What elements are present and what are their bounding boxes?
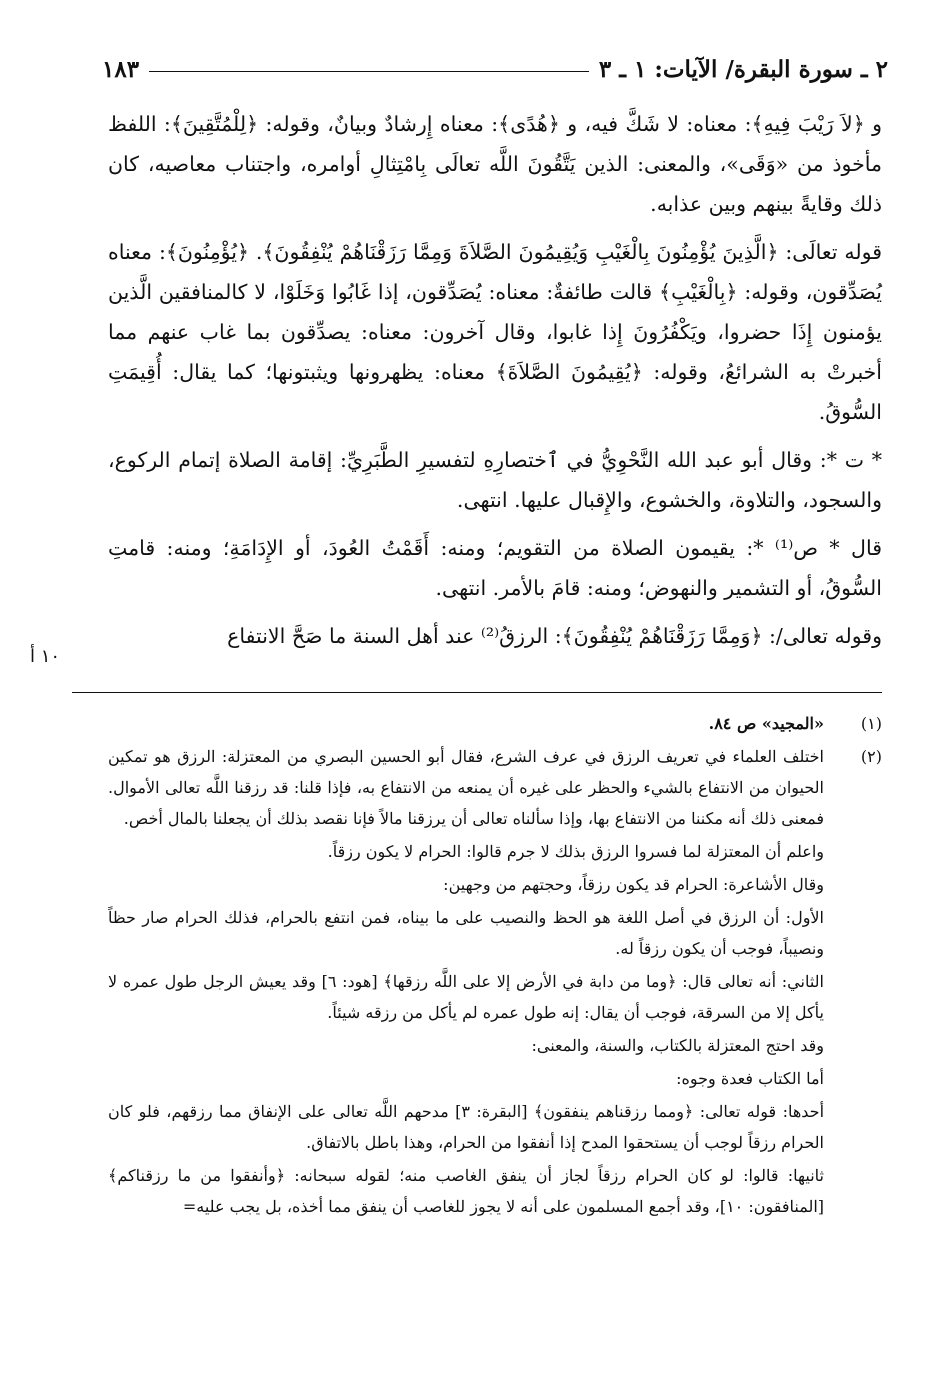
main-text <box>108 104 882 664</box>
footnote-paragraph: الأول: أن الرزق في أصل اللغة هو الحظ والنصيب على ما بيناه، فمن انتفع بالحرام، فذلك الحرام صار حظاً ونصيباً، فوجب أن يكون رزقاً له. <box>108 908 824 958</box>
main-paragraph: قال * ص⁽¹⁾ *: يقيمون الصلاة من التقويم؛ ومنه: أَقَمْتُ العُودَ، أو الإِدَامَةِ؛ ومنه: قامتِ السُّوقُ، أو التشمير والنهوض؛ ومنه: قامَ بالأمر. انتهى. <box>108 536 882 600</box>
footnote-paragraph: وقد احتج المعتزلة بالكتاب، والسنة، والمعنى: <box>531 1036 824 1055</box>
footnote-paragraph: وقال الأشاعرة: الحرام قد يكون رزقاً، وحجتهم من وجهين: <box>443 875 824 894</box>
header-rule <box>149 71 589 72</box>
running-header <box>102 56 888 83</box>
page-number: ١٨٣ <box>102 56 140 83</box>
footnote-paragraph: واعلم أن المعتزلة لما فسروا الرزق بذلك لا جرم قالوا: الحرام لا يكون رزقاً. <box>327 842 824 861</box>
main-paragraph: * ت *: وقال أبو عبد الله النَّحْوِيُّ في ٱختصارِهِ لتفسيرِ الطَّبَرِيِّ: إقامة الصلاة إتمام الركوع، والسجود، والتلاوة، والخشوع، والإِقبال عليها. انتهى. <box>108 448 882 512</box>
manuscript-folio-marker: ١٠ أ <box>30 646 61 667</box>
footnote <box>108 708 882 741</box>
footnote-paragraph: أما الكتاب فعدة وجوه: <box>676 1069 824 1088</box>
main-paragraph: و ﴿لاَ رَيْبَ فِيهِ﴾: معناه: لا شَكَّ فيه، و ﴿هُدًى﴾: معناه إِرشادٌ وبيانٌ، وقوله: ﴿لِلْمُتَّقِينَ﴾: اللفظ مأخوذ من «وَقَى»، والمعنى: الذين يَتَّقُونَ اللَّه تعالَى بِامْتِثالِ أوامره، واجتناب معاصيه، كان ذلك وقايةً بينهم وبين عذابه. <box>108 112 882 216</box>
main-paragraph: وقوله تعالى/: ﴿وَمِمَّا رَزَقْنَاهُمْ يُنْفِقُونَ﴾: الرزقُ⁽²⁾ عند أهل السنة ما صَحَّ الانتفاع <box>227 624 882 648</box>
footnotes <box>108 708 882 1224</box>
footnote-paragraph: اختلف العلماء في تعريف الرزق في عرف الشرع، فقال أبو الحسين البصري من المعتزلة: الرزق هو تمكين الحيوان من الانتفاع بالشيء والحظر على غيره أن يمنعه من الانتفاع به، فإذا قلنا: قد رزقنا اللَّه تعالى الأموال. فمعنى ذلك أنه مكننا من الانتفاع بها، وإذا سألناه تعالى أن يرزقنا مالاً فإنا نقصد بذلك أن يجعلنا بالمال أخص. <box>108 747 824 828</box>
footnote-number: (٢) <box>860 747 882 766</box>
footnote-body <box>108 708 824 741</box>
footnote-paragraph: «المجيد» ص ٨٤. <box>708 714 824 733</box>
footnote-paragraph: أحدها: قوله تعالى: ﴿ومما رزقناهم ينفقون﴾ [البقرة: ٣] مدحهم اللَّه تعالى على الإنفاق مما رزقهم، فلو كان الحرام رزقاً لوجب أن يستحقوا المدح إذا أنفقوا من الحرام، وهذا باطل بالاتفاق. <box>108 1102 825 1152</box>
main-paragraph: قوله تعالَى: ﴿الَّذِينَ يُؤْمِنُونَ بِالْغَيْبِ وَيُقِيمُونَ الصَّلاَةَ وَمِمَّا رَزَقْنَاهُمْ يُنْفِقُونَ﴾. ﴿يُؤْمِنُونَ﴾: معناه يُصَدِّقون، وقوله: ﴿بِالْغَيْبِ﴾ قالت طائفةٌ: معناه: يُصَدِّقون، إذا غَابُوا وَخَلَوْا، لا كالمنافقين الَّذين يؤمنون إِذَا حضروا، ويَكْفُرُونَ إِذا غابوا، وقال آخرون: معناه: يصدِّقون بما غاب عنهم مما أخبرتْ به الشرائعُ، وقوله: ﴿يُقِيمُونَ الصَّلاَةَ﴾ معناه: يظهرونها ويثبتونها؛ كما يقال: أُقِيمَتِ السُّوقُ. <box>108 240 882 424</box>
footnote-separator <box>72 692 882 693</box>
footnote-paragraph: الثاني: أنه تعالى قال: ﴿وما من دابة في الأرض إلا على اللَّه رزقها﴾ [هود: ٦] وقد يعيش الرجل طول عمره لا يأكل إلا من السرقة، فوجب أن يقال: إنه طول عمره لم يأكل من رزقه شيئاً. <box>108 972 824 1022</box>
footnote-number: (١) <box>860 714 882 733</box>
footnote-paragraph: ثانيها: قالوا: لو كان الحرام رزقاً لجاز أن ينفق الغاصب منه؛ لقوله سبحانه: ﴿وأنفقوا من ما رزقناكم﴾ [المنافقون: ١٠]، وقد أجمع المسلمون على أنه لا يجوز للغاصب أن ينفق مما أخذه، بل يجب عليه= <box>108 1166 824 1216</box>
running-header-title: ٢ ـ سورة البقرة/ الآيات: ١ ـ ٣ <box>598 56 888 83</box>
footnote-body <box>108 741 824 1224</box>
footnote <box>108 741 882 1224</box>
